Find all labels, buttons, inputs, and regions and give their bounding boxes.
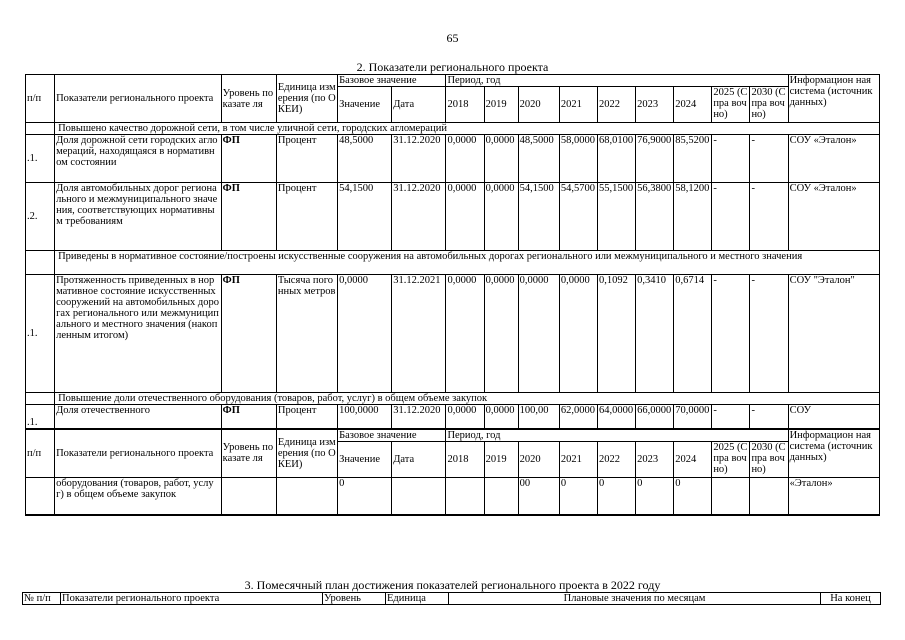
group-title-spacer: [26, 123, 55, 135]
row-year-value: 58,1200: [674, 183, 712, 251]
header-year: 2030 (Спра вочно): [750, 441, 788, 477]
continuation-source: «Эталон»: [788, 477, 879, 515]
row-year-value: 54,1500: [518, 183, 559, 251]
row-year-value: 66,0000: [636, 405, 674, 429]
row-year-value: -: [712, 405, 750, 429]
row-source: СОУ: [788, 405, 879, 429]
row-indicator-name: Доля дорожной сети городских агломераций, находящаяся в нормативном состоянии: [55, 135, 222, 183]
header-period: Период, год: [446, 429, 788, 442]
header-value: Значение: [338, 441, 392, 477]
indicator-row: [26, 183, 880, 251]
row-year-value: 64,0000: [597, 405, 635, 429]
header-level: Уровень показате ля: [221, 429, 276, 478]
row-year-value: -: [750, 275, 788, 393]
header-year: 2018: [446, 441, 484, 477]
group-title-row: [26, 123, 880, 135]
header-year: 2019: [484, 87, 518, 123]
header-year: 2024: [674, 87, 712, 123]
row-year-value: 58,0000: [559, 135, 597, 183]
continuation-unit: [276, 477, 337, 515]
row-year-value: 56,3800: [636, 183, 674, 251]
row-base-value: 54,1500: [338, 183, 392, 251]
header-year: 2019: [484, 441, 518, 477]
header-year: 2020: [518, 441, 559, 477]
plan-header-level: Уровень: [323, 593, 386, 605]
group-title-spacer: [26, 393, 55, 405]
row-indicator-name: Протяженность приведенных в нормативное состояние искусственных сооружений на автомобильных дорогах регионального или межмуниципального и местного значения (накопленным итогом): [55, 275, 222, 393]
header-num: п/п: [26, 429, 55, 478]
section-2-title: 2. Показатели регионального проекта: [356, 60, 549, 74]
header-unit: Единица измерения (по ОКЕИ): [276, 75, 337, 123]
row-year-value: 0,1092: [597, 275, 635, 393]
row-year-value: 0,6714: [674, 275, 712, 393]
row-year-value: 0,0000: [446, 275, 484, 393]
row-source: СОУ "Эталон": [788, 275, 879, 393]
header-value: Значение: [338, 87, 392, 123]
header-row: [26, 429, 880, 442]
group-title-row: [26, 251, 880, 275]
continuation-year-value: [484, 477, 518, 515]
group-title: Повышение доли отечественного оборудования (товаров, работ, услуг) в общем объеме закупок: [55, 393, 880, 405]
indicator-row: [26, 135, 880, 183]
row-year-value: 70,0000: [674, 405, 712, 429]
header-year: 2030 (Спра вочно): [750, 87, 788, 123]
continuation-year-value: [712, 477, 750, 515]
indicator-row: [26, 275, 880, 393]
section-3-title: 3. Помесячный план достижения показателей регионального проекта в 2022 году: [244, 578, 661, 592]
row-year-value: 100,00: [518, 405, 559, 429]
continuation-level: [221, 477, 276, 515]
row-num: .1.: [26, 275, 55, 393]
header-date: Дата: [392, 441, 446, 477]
header-base: Базовое значение: [338, 429, 446, 442]
row-year-value: 0,0000: [484, 405, 518, 429]
row-level: ФП: [221, 183, 276, 251]
plan-header-indicator: Показатели регионального проекта: [61, 593, 323, 605]
continuation-year-value: [446, 477, 484, 515]
row-indicator-name: Доля отечественного: [55, 405, 222, 429]
row-year-value: 48,5000: [518, 135, 559, 183]
header-year: 2021: [559, 441, 597, 477]
row-base-date: 31.12.2020: [392, 183, 446, 251]
row-year-value: 0,0000: [559, 275, 597, 393]
continuation-num: [26, 477, 55, 515]
continuation-name: оборудования (товаров, работ, услуг) в общем объеме закупок: [55, 477, 222, 515]
header-indicator: Показатели регионального проекта: [55, 429, 222, 478]
indicators-table: [25, 74, 880, 516]
row-year-value: 0,0000: [446, 405, 484, 429]
row-year-value: 54,5700: [559, 183, 597, 251]
row-base-date: 31.12.2020: [392, 135, 446, 183]
row-base-value: 100,0000: [338, 405, 392, 429]
row-year-value: 0,0000: [484, 275, 518, 393]
header-unit: Единица измерения (по ОКЕИ): [276, 429, 337, 478]
header-year: 2023: [636, 87, 674, 123]
indicator-row: [26, 405, 880, 429]
continuation-year-value: 0: [674, 477, 712, 515]
continuation-base-date: [392, 477, 446, 515]
row-source: СОУ «Эталон»: [788, 135, 879, 183]
row-unit: Процент: [276, 183, 337, 251]
monthly-plan-table: [22, 592, 881, 605]
row-num: .1.: [26, 405, 55, 429]
row-unit: Тысяча погонных метров: [276, 275, 337, 393]
row-year-value: 0,0000: [518, 275, 559, 393]
header-year: 2022: [597, 441, 635, 477]
header-year: 2024: [674, 441, 712, 477]
header-level: Уровень показате ля: [221, 75, 276, 123]
plan-header-end: На конец: [821, 593, 881, 605]
row-level: ФП: [221, 275, 276, 393]
continuation-year-value: 0: [559, 477, 597, 515]
row-level: ФП: [221, 135, 276, 183]
row-year-value: 62,0000: [559, 405, 597, 429]
row-year-value: 76,9000: [636, 135, 674, 183]
monthly-plan-header-row: [23, 593, 881, 605]
row-indicator-name: Доля автомобильных дорог регионального и межмуниципального значения, соответствующих нормативным требованиям: [55, 183, 222, 251]
row-num: .2.: [26, 183, 55, 251]
row-base-value: 48,5000: [338, 135, 392, 183]
header-num: п/п: [26, 75, 55, 123]
row-year-value: 0,0000: [446, 183, 484, 251]
page-number: 65: [446, 31, 459, 45]
row-num: .1.: [26, 135, 55, 183]
row-year-value: 0,0000: [484, 183, 518, 251]
continuation-row: [26, 477, 880, 515]
row-year-value: -: [750, 135, 788, 183]
continuation-year-value: 00: [518, 477, 559, 515]
header-info: Информацион ная система (источник данных): [788, 75, 879, 123]
header-indicator: Показатели регионального проекта: [55, 75, 222, 123]
row-year-value: 55,1500: [597, 183, 635, 251]
header-year: 2025 (Спра вочно): [712, 87, 750, 123]
row-base-value: 0,0000: [338, 275, 392, 393]
continuation-year-value: [750, 477, 788, 515]
plan-header-monthly: Плановые значения по месяцам: [449, 593, 821, 605]
plan-header-num: № п/п: [23, 593, 61, 605]
row-year-value: -: [750, 405, 788, 429]
row-unit: Процент: [276, 135, 337, 183]
row-year-value: -: [712, 183, 750, 251]
row-year-value: -: [712, 135, 750, 183]
header-year: 2020: [518, 87, 559, 123]
continuation-base-value: 0: [338, 477, 392, 515]
continuation-year-value: 0: [636, 477, 674, 515]
row-base-date: 31.12.2020: [392, 405, 446, 429]
continuation-year-value: 0: [597, 477, 635, 515]
row-year-value: 68,0100: [597, 135, 635, 183]
header-info: Информацион ная система (источник данных): [788, 429, 879, 478]
row-year-value: 0,0000: [446, 135, 484, 183]
group-title-spacer: [26, 251, 55, 275]
row-level: ФП: [221, 405, 276, 429]
header-period: Период, год: [446, 75, 788, 87]
group-title: Приведены в нормативное состояние/построены искусственные сооружения на автомобильных дорогах регионального или межмуниципального и местного значения: [55, 251, 880, 275]
row-source: СОУ «Эталон»: [788, 183, 879, 251]
header-year: 2025 (Спра вочно): [712, 441, 750, 477]
row-year-value: 0,0000: [484, 135, 518, 183]
header-date: Дата: [392, 87, 446, 123]
row-year-value: 85,5200: [674, 135, 712, 183]
row-year-value: -: [750, 183, 788, 251]
header-base: Базовое значение: [338, 75, 446, 87]
header-year: 2022: [597, 87, 635, 123]
group-title-row: [26, 393, 880, 405]
header-year: 2023: [636, 441, 674, 477]
row-unit: Процент: [276, 405, 337, 429]
group-title: Повышено качество дорожной сети, в том числе уличной сети, городских агломераций: [55, 123, 880, 135]
header-row: [26, 75, 880, 87]
row-base-date: 31.12.2021: [392, 275, 446, 393]
row-year-value: -: [712, 275, 750, 393]
header-year: 2018: [446, 87, 484, 123]
header-year: 2021: [559, 87, 597, 123]
plan-header-unit: Единица: [386, 593, 449, 605]
row-year-value: 0,3410: [636, 275, 674, 393]
